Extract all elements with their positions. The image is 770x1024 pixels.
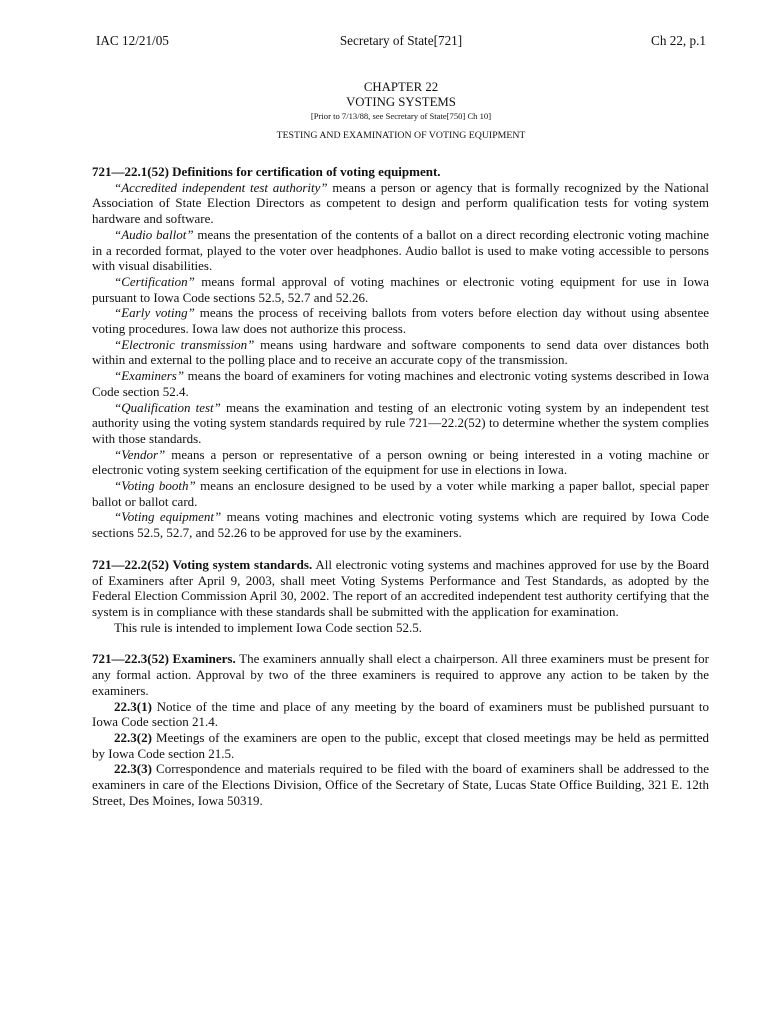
- definition-term: “Audio ballot”: [114, 226, 194, 242]
- subrule-text: Notice of the time and place of any meeting by the board of examiners must be published pursuant to Iowa Code section 21.4.: [92, 698, 709, 730]
- chapter-title: VOTING SYSTEMS: [346, 95, 456, 109]
- rule-22-2-text: All electronic voting systems and machines approved for use by the Board of Examiners after April 9, 2003, shall meet Voting Systems Performance and Test Standards, as adopted by the Federal Election Commission April 30, 2002. The report of an accredited independent test authority certifying that the system is in compliance with these standards shall be submitted with the application for examination.: [92, 556, 709, 619]
- header-page-ref: Ch 22, p.1: [651, 33, 706, 48]
- subrule-paragraph: [92, 730, 709, 761]
- rule-22-3-paragraph: [92, 651, 709, 698]
- definition-paragraph: [92, 274, 709, 305]
- definition-text: means an enclosure designed to be used by a voter while marking a paper ballot, special paper ballot or ballot card.: [92, 478, 709, 509]
- subrule-number: 22.3(2): [114, 729, 152, 745]
- section-spacer: [92, 541, 709, 557]
- definition-term: “Voting equipment”: [114, 509, 222, 525]
- definition-term: “Electronic transmission”: [114, 336, 255, 352]
- subrule-paragraph: [92, 761, 709, 808]
- definition-paragraph: [92, 368, 709, 399]
- header-agency: Secretary of State[721]: [339, 33, 463, 48]
- definition-term: “Vendor”: [114, 446, 166, 462]
- definition-paragraph: [92, 400, 709, 447]
- chapter-prior-note: [Prior to 7/13/88, see Secretary of State[750] Ch 10]: [310, 111, 492, 121]
- chapter-subtitle: TESTING AND EXAMINATION OF VOTING EQUIPMENT: [276, 130, 526, 141]
- subrule-text: Meetings of the examiners are open to the public, except that closed meetings may be held as permitted by Iowa Code section 21.5.: [92, 729, 709, 761]
- definition-term: “Certification”: [114, 273, 195, 289]
- definition-paragraph: [92, 509, 709, 540]
- definition-term: “Qualification test”: [114, 399, 221, 415]
- rule-22-3-text: The examiners annually shall elect a chairperson. All three examiners must be present for any formal action. Approval by two of the three examiners is required to approve any action to be taken by the examiners.: [92, 651, 709, 698]
- definition-text: means the examination and testing of an electronic voting system by an independent test authority using the voting system standards required by rule 721—22.2(52) to determine whether the system complies with those standards.: [92, 399, 709, 446]
- definition-text: means formal approval of voting machines or electronic voting equipment for use in Iowa pursuant to Iowa Code sections 52.5, 52.7 and 52.26.: [92, 273, 709, 305]
- chapter-number: CHAPTER 22: [363, 80, 439, 94]
- definition-term: “Voting booth”: [114, 478, 196, 494]
- definition-text: means a person or representative of a person owning or being interested in a voting machine or electronic voting system seeking certification of the equipment for use in elections in Iowa.: [92, 446, 709, 478]
- document-body: [92, 164, 709, 808]
- header-date: IAC 12/21/05: [96, 33, 169, 48]
- definition-text: means the presentation of the contents of a ballot on a direct recording electronic voting machine in a recorded format, played to the voter over headphones. Audio ballot is used to make voting accessible to persons with visual disabilities.: [92, 226, 709, 274]
- rule-22-2-paragraph: [92, 557, 709, 620]
- definition-term: “Examiners”: [114, 368, 185, 384]
- definition-term: “Accredited independent test authority”: [114, 179, 328, 195]
- section-spacer: [92, 635, 709, 651]
- definition-paragraph: [92, 337, 709, 368]
- rule-22-1-heading: 721—22.1(52) Definitions for certification of voting equipment.: [92, 164, 441, 179]
- rule-22-3-heading: 721—22.3(52) Examiners.: [92, 651, 236, 667]
- definition-text: means a person or agency that is formally recognized by the National Association of State Election Directors as competent to design and perform qualification tests for voting system hardware and software.: [92, 179, 709, 227]
- definition-text: means the board of examiners for voting machines and electronic voting systems described in Iowa Code section 52.4.: [92, 368, 709, 399]
- rule-22-2-heading: 721—22.2(52) Voting system standards.: [92, 556, 313, 572]
- definition-paragraph: [92, 227, 709, 274]
- definition-text: means the process of receiving ballots from voters before election day without using absentee voting procedures. Iowa law does not authorize this process.: [92, 305, 709, 337]
- subrule-text: Correspondence and materials required to be filed with the board of examiners shall be addressed to the examiners in care of the Elections Division, Office of the Secretary of State, Lucas State Office Building, 321 E. 12th Street, Des Moines, Iowa 50319.: [92, 761, 709, 808]
- definition-paragraph: [92, 478, 709, 509]
- subrule-number: 22.3(3): [114, 761, 152, 777]
- chapter-heading: [96, 80, 706, 143]
- definition-paragraph: [92, 447, 709, 478]
- subrule-paragraph: [92, 699, 709, 730]
- definition-paragraph: [92, 305, 709, 336]
- rule-22-2-implement-note: This rule is intended to implement Iowa Code section 52.5.: [114, 619, 422, 635]
- definition-paragraph: [92, 180, 709, 227]
- definition-term: “Early voting”: [114, 305, 195, 321]
- running-header: [96, 31, 706, 51]
- definition-text: means using hardware and software components to send data over distances both within and external to the polling place and to receive an accurate copy of the transmission.: [92, 336, 709, 368]
- subrule-number: 22.3(1): [114, 698, 152, 714]
- definition-text: means voting machines and electronic voting systems which are required by Iowa Code sections 52.5, 52.7, and 52.26 to be approved for use by the examiners.: [92, 509, 709, 541]
